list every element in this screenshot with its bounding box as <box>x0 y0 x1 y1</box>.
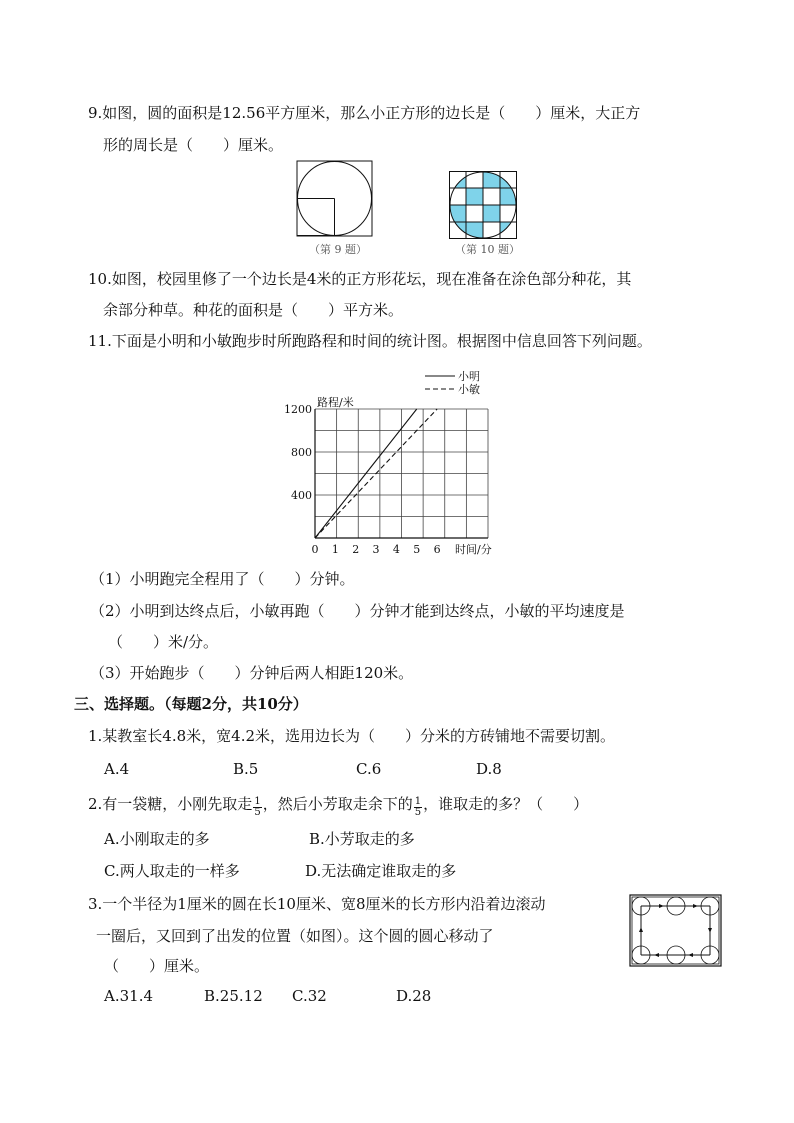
x-tick-label: 0 <box>311 543 319 556</box>
q9-caption: （第 9 题） <box>309 243 367 256</box>
y-tick-label: 400 <box>291 489 312 502</box>
c2-stem-c: ，谁取走的多？（ ） <box>423 795 589 813</box>
x-tick-label: 4 <box>392 543 400 556</box>
q10-caption: （第 10 题） <box>455 243 520 256</box>
c2-fraction-1: $\frac{1}{5}$ <box>254 796 261 818</box>
c3-line-3: （ ）厘米。 <box>104 957 210 975</box>
y-tick-label: 800 <box>291 446 312 459</box>
q11-sub-1: （1）小明跑完全程用了（ ）分钟。 <box>90 570 355 588</box>
c1-option-c: C.6 <box>356 760 382 778</box>
c1-option-d: D.8 <box>476 760 502 778</box>
y-tick-label: 1200 <box>284 403 312 416</box>
q11-chart <box>284 364 540 564</box>
x-axis-label: 时间/分 <box>455 543 492 556</box>
c3-option-a: A.31.4 <box>104 987 153 1005</box>
q11-sub-2a: （2）小明到达终点后，小敏再跑（ ）分钟才能到达终点，小敏的平均速度是 <box>90 602 625 620</box>
x-tick-label: 1 <box>331 543 339 556</box>
c3-option-b: B.25.12 <box>204 987 263 1005</box>
c3-line-1: 3.一个半径为1厘米的圆在长10厘米、宽8厘米的长方形内沿着边滚动 <box>88 895 546 913</box>
q11-line-1: 11.下面是小明和小敏跑步时所跑路程和时间的统计图。根据图中信息回答下列问题。 <box>88 332 652 350</box>
c1-option-a: A.4 <box>104 760 130 778</box>
c1-option-b: B.5 <box>233 760 259 778</box>
c3-option-d: D.28 <box>396 987 432 1005</box>
q9-line-1: 9.如图，圆的面积是12.56平方厘米，那么小正方形的边长是（ ）厘米，大正方 <box>88 104 641 122</box>
c2-fraction-2: $\frac{1}{5}$ <box>414 796 422 818</box>
c2-stem-b: ，然后小芳取走余下的 <box>262 795 413 813</box>
q9-figure <box>296 160 374 238</box>
c1-stem: 1.某教室长4.8米，宽4.2米，选用边长为（ ）分米的方砖铺地不需要切割。 <box>88 727 616 745</box>
x-tick-label: 6 <box>433 543 441 556</box>
q9-line-2: 形的周长是（ ）厘米。 <box>103 136 284 154</box>
c2-option-c: C.两人取走的一样多 <box>104 862 240 880</box>
q11-sub-2b: （ ）米/分。 <box>108 633 219 651</box>
c2-stem-a: 2.有一袋糖，小刚先取走 <box>88 795 253 813</box>
c2-option-d: D.无法确定谁取走的多 <box>305 862 457 880</box>
c2-option-b: B.小芳取走的多 <box>309 830 415 848</box>
q10-line-1: 10.如图，校园里修了一个边长是4米的正方形花坛，现在准备在涂色部分种花，其 <box>88 270 632 288</box>
c3-line-2: 一圈后，又回到了出发的位置（如图）。这个圆的圆心移动了 <box>96 927 494 945</box>
c2-stem <box>88 794 588 818</box>
legend-label-2: 小敏 <box>458 383 480 396</box>
q11-sub-3: （3）开始跑步（ ）分钟后两人相距120米。 <box>90 664 414 682</box>
x-tick-label: 2 <box>352 543 360 556</box>
c3-figure <box>629 894 723 968</box>
q10-figure <box>449 171 517 239</box>
x-tick-label: 5 <box>413 543 421 556</box>
legend-label-1: 小明 <box>458 370 480 383</box>
y-axis-label: 路程/米 <box>317 396 354 409</box>
section-3-title: 三、选择题。（每题2分，共10分） <box>74 695 308 713</box>
c2-option-a: A.小刚取走的多 <box>104 830 210 848</box>
q9-small-square <box>298 199 335 236</box>
q10-line-2: 余部分种草。种花的面积是（ ）平方米。 <box>103 301 404 319</box>
c3-option-c: C.32 <box>292 987 327 1005</box>
x-tick-label: 3 <box>372 543 380 556</box>
